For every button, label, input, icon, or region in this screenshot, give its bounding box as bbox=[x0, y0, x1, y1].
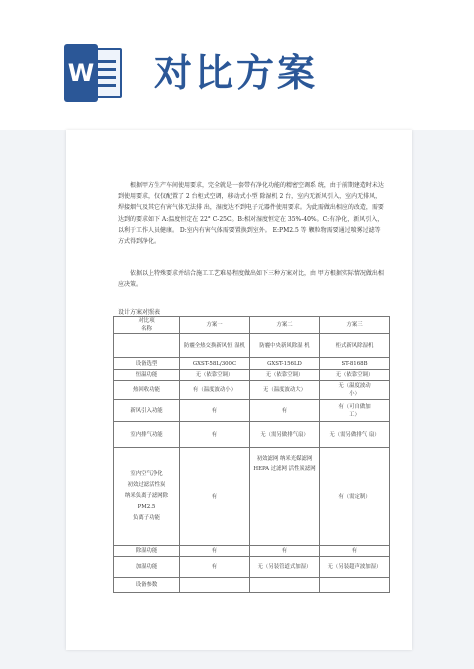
row-label bbox=[114, 448, 180, 546]
header-item-label: 对比项 bbox=[138, 318, 155, 324]
cell-plan3: 有（需定制） bbox=[320, 448, 390, 546]
row-label: 设备参数 bbox=[114, 578, 180, 593]
row-label: 设备选型 bbox=[114, 358, 180, 370]
table-row bbox=[114, 557, 390, 578]
table-row bbox=[114, 370, 390, 381]
cell-plan2: 有 bbox=[250, 400, 320, 422]
cell-plan2 bbox=[250, 578, 320, 593]
cell-text-line: 负离子功能 bbox=[133, 515, 160, 521]
cell-text-line: 纳米负离子滤网除 bbox=[124, 493, 169, 499]
plan3-name: 柜式新风除湿机 bbox=[320, 334, 390, 358]
row-label: 新风引入功能 bbox=[114, 400, 180, 422]
cell-plan1: GXST-58L/300C bbox=[180, 358, 250, 370]
cell-plan1: 有 bbox=[180, 546, 250, 557]
decision-paragraph: 依据以上特殊要求并结合施工工艺难易程度做出如下三种方案对比，由 甲方根据实际情况做出相应决策。 bbox=[118, 270, 384, 289]
header-banner bbox=[0, 0, 474, 130]
plan1-name: 防霾全热交换新风恒 湿机 bbox=[180, 334, 250, 358]
cell-text-line: 室内空气净化 bbox=[130, 471, 163, 477]
cell-plan1: 有 bbox=[180, 557, 250, 578]
cell-plan2: GXST-156LD bbox=[250, 358, 320, 370]
header-plan3: 方案三 bbox=[320, 317, 390, 334]
document-page bbox=[66, 130, 412, 650]
table-row bbox=[114, 334, 390, 358]
cell-text-line: 初效过滤活性炭 bbox=[127, 482, 166, 488]
cell-text-line: 小） bbox=[349, 391, 360, 397]
cell-plan3: 无（需另做排气 扇） bbox=[320, 422, 390, 448]
table-row bbox=[114, 422, 390, 448]
row-label: 热回收功能 bbox=[114, 381, 180, 400]
table-row bbox=[114, 448, 390, 546]
table-row bbox=[114, 578, 390, 593]
word-logo-letter: W bbox=[64, 44, 98, 102]
header-item-cell bbox=[114, 317, 180, 334]
row-label: 室内排气功能 bbox=[114, 422, 180, 448]
table-caption: 设计方案对照表 bbox=[118, 309, 161, 316]
cell-plan1: 有 bbox=[180, 448, 250, 546]
table-row bbox=[114, 381, 390, 400]
cell-text-line: PM2.5 bbox=[137, 504, 156, 510]
row-label: 加湿功能 bbox=[114, 557, 180, 578]
cell-plan2: 无（温度波动大） bbox=[250, 381, 320, 400]
row-label: 恒温功能 bbox=[114, 370, 180, 381]
table-row bbox=[114, 400, 390, 422]
cell-plan1: 有 bbox=[180, 422, 250, 448]
cell-text-line: 初效滤网 纳米光媒滤网 bbox=[256, 456, 313, 462]
cell-plan1: 有 bbox=[180, 400, 250, 422]
table-header-row bbox=[114, 317, 390, 334]
cell-text-line: 有（可自做加 bbox=[338, 403, 371, 410]
names-label-cell bbox=[114, 334, 180, 358]
cell-plan3: 有 bbox=[320, 546, 390, 557]
header-plan2: 方案二 bbox=[250, 317, 320, 334]
cell-text-line: 无（温度波动 bbox=[338, 383, 371, 389]
cell-plan1: 有（温度波动小） bbox=[180, 381, 250, 400]
plan2-name: 防霾中央新风除湿 机 bbox=[250, 334, 320, 358]
cell-plan3 bbox=[320, 578, 390, 593]
cell-plan1 bbox=[180, 578, 250, 593]
cell-plan3 bbox=[320, 381, 390, 400]
word-document-icon bbox=[64, 44, 126, 102]
page-title: 对比方案 bbox=[154, 51, 319, 95]
cell-plan3: 无（另装超声波加湿） bbox=[320, 557, 390, 578]
cell-plan1: 无（依靠空调） bbox=[180, 370, 250, 381]
header-name-label: 名称 bbox=[141, 326, 152, 332]
cell-plan2: 无（依靠空调） bbox=[250, 370, 320, 381]
table-row bbox=[114, 546, 390, 557]
cell-plan2: 有 bbox=[250, 546, 320, 557]
row-label: 除湿功能 bbox=[114, 546, 180, 557]
cell-plan2: 无（另装管道式加湿） bbox=[250, 557, 320, 578]
cell-plan2 bbox=[250, 448, 320, 546]
cell-text-line: 工） bbox=[349, 411, 360, 418]
cell-plan2: 无（需另做排气扇） bbox=[250, 422, 320, 448]
cell-text-line: HEPA 过滤网 活性炭滤网 bbox=[253, 466, 316, 472]
cell-plan3 bbox=[320, 400, 390, 422]
header-plan1: 方案一 bbox=[180, 317, 250, 334]
table-row bbox=[114, 358, 390, 370]
cell-plan3: 无（依靠空调） bbox=[320, 370, 390, 381]
intro-paragraph: 根据甲方生产车间使用要求，完全就是一套带有净化功能的精密空调系 统，由于前期建造时未达到使用要求，仅仅配置了 2 台柜式空调，移动式小型 除湿机 2 台，室内无新风引入，室内无排风，焊接烟气及其它有害气体无法排 出，湿度达不到电子元器件使用要求。为此需做出相应的改造，需要达到的要求如下 A:温度恒定在 22° C-25C。B:相对湿度恒定在 35%-40%。C:有净化，新风引入，以利于工作人员健康。 D:室内有害气体需要置换到室外。 E:PM2.5 等 颗粒物需要通过喷雾过滤等方式得到净化。 bbox=[118, 182, 384, 246]
cell-plan3: ST-8168B bbox=[320, 358, 390, 370]
comparison-table bbox=[113, 316, 390, 593]
